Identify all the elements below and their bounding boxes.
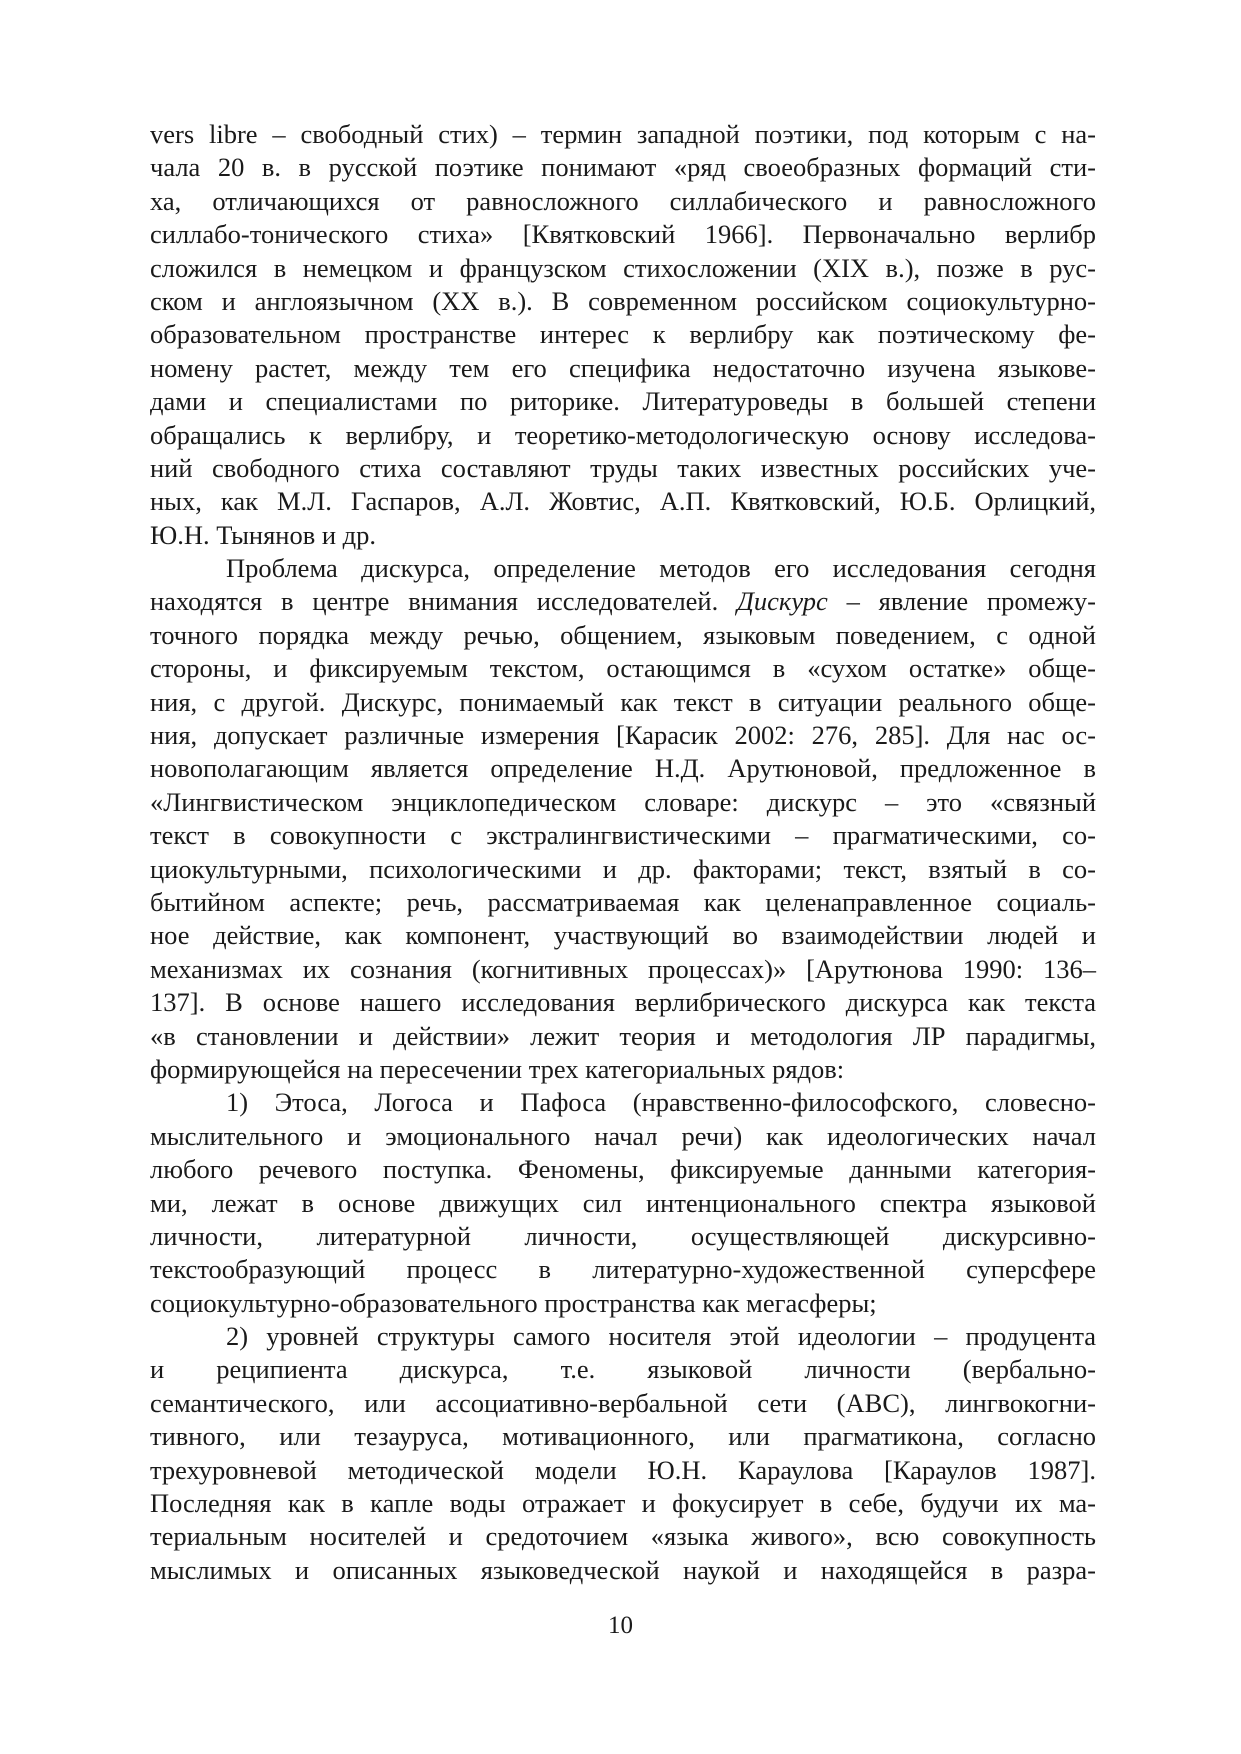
paragraph [150, 118, 1096, 552]
text-line: 2) уровней структуры самого носителя этой идеологии – продуцента [226, 1321, 1096, 1352]
text-line: находятся в центре внимания исследователей. Дискурс – явление промежу- [150, 586, 1096, 617]
paragraph [150, 552, 1096, 1086]
text-line: социокультурно-образовательного пространства как мегасферы; [150, 1287, 877, 1318]
text-line: любого речевого поступка. Феномены, фиксируемые данными категория- [150, 1154, 1096, 1185]
text-line: точного порядка между речью, общением, языковым поведением, с одной [150, 619, 1096, 650]
text-line: чала 20 в. в русской поэтике понимают «ряд своеобразных формаций сти- [150, 152, 1096, 183]
text-line: формирующейся на пересечении трех категориальных рядов: [150, 1053, 845, 1084]
text-line: vers libre – свободный стих) – термин западной поэтики, под которым с на- [150, 119, 1096, 149]
text-line: Проблема дискурса, определение методов его исследования сегодня [226, 553, 1096, 584]
text-line: трехуровневой методической модели Ю.Н. Караулова [Караулов 1987]. [150, 1454, 1096, 1485]
text-line: ния, допускает различные измерения [Карасик 2002: 276, 285]. Для нас ос- [150, 720, 1096, 751]
text-line: 1) Этоса, Логоса и Пафоса (нравственно-философского, словесно- [226, 1087, 1096, 1118]
text-line: обращались к верлибру, и теоретико-методологическую основу исследова- [150, 419, 1096, 450]
text-line: тивного, или тезауруса, мотивационного, или прагматикона, согласно [150, 1421, 1096, 1452]
text-line: «в становлении и действии» лежит теория и методология ЛР парадигмы, [150, 1020, 1096, 1051]
italic-term: Дискурс [737, 586, 828, 617]
text-line: Последняя как в капле воды отражает и фокусирует в себе, будучи их ма- [150, 1488, 1096, 1519]
text-line: личности, литературной личности, осуществляющей дискурсивно- [150, 1220, 1096, 1251]
text-line: образовательном пространстве интерес к верлибру как поэтическому фе- [150, 319, 1096, 350]
text-line: ми, лежат в основе движущих сил интенционального спектра языковой [150, 1187, 1096, 1218]
text-line: мыслительного и эмоционального начал речи) как идеологических начал [150, 1120, 1096, 1151]
text-line: семантического, или ассоциативно-вербальной сети (АВС), лингвокогни- [150, 1387, 1096, 1418]
text-line: ском и англоязычном (XX в.). В современном российском социокультурно- [150, 285, 1096, 316]
text-line: териальным носителей и средоточием «языка живого», всю совокупность [150, 1521, 1096, 1552]
text-line: ных, как М.Л. Гаспаров, А.Л. Жовтис, А.П. Квятковский, Ю.Б. Орлицкий, [150, 486, 1096, 517]
paragraph [150, 1320, 1096, 1587]
paragraph [150, 1086, 1096, 1320]
page-number: 10 [608, 1612, 633, 1639]
text-line: текстообразующий процесс в литературно-художественной суперсфере [150, 1254, 1096, 1285]
text-line: 137]. В основе нашего исследования верлибрического дискурса как текста [150, 987, 1096, 1018]
text-line: механизмах их сознания (когнитивных процессах)» [Арутюнова 1990: 136– [150, 953, 1096, 984]
text-line: дами и специалистами по риторике. Литературоведы в большей степени [150, 386, 1096, 417]
text-line: силлабо-тонического стиха» [Квятковский 1966]. Первоначально верлибр [150, 219, 1096, 250]
text-line: текст в совокупности с экстралингвистическими – прагматическими, со- [150, 820, 1096, 851]
text-line: мыслимых и описанных языковедческой наукой и находящейся в разра- [150, 1554, 1096, 1585]
text-line: циокультурными, психологическими и др. факторами; текст, взятый в со- [150, 853, 1096, 884]
text-line: и реципиента дискурса, т.е. языковой личности (вербально- [150, 1354, 1096, 1385]
page-body [150, 118, 1096, 1587]
text-line: Ю.Н. Тынянов и др. [150, 519, 377, 550]
text-line: новополагающим является определение Н.Д. Арутюновой, предложенное в [150, 753, 1096, 784]
text-line: ний свободного стиха составляют труды таких известных российских уче- [150, 452, 1096, 483]
text-line: сложился в немецком и французском стихосложении (XIX в.), позже в рус- [150, 252, 1096, 283]
text-line: номену растет, между тем его специфика недостаточно изучена языкове- [150, 352, 1096, 383]
text-line: «Лингвистическом энциклопедическом словаре: дискурс – это «связный [150, 786, 1096, 817]
text-line: ния, с другой. Дискурс, понимаемый как текст в ситуации реального обще- [150, 686, 1096, 717]
text-line: ное действие, как компонент, участвующий во взаимодействии людей и [150, 920, 1096, 951]
text-line: ха, отличающихся от равносложного силлабического и равносложного [150, 185, 1096, 216]
text-line: стороны, и фиксируемым текстом, остающимся в «сухом остатке» обще- [150, 653, 1096, 684]
text-line: бытийном аспекте; речь, рассматриваемая как целенаправленное социаль- [150, 886, 1096, 917]
